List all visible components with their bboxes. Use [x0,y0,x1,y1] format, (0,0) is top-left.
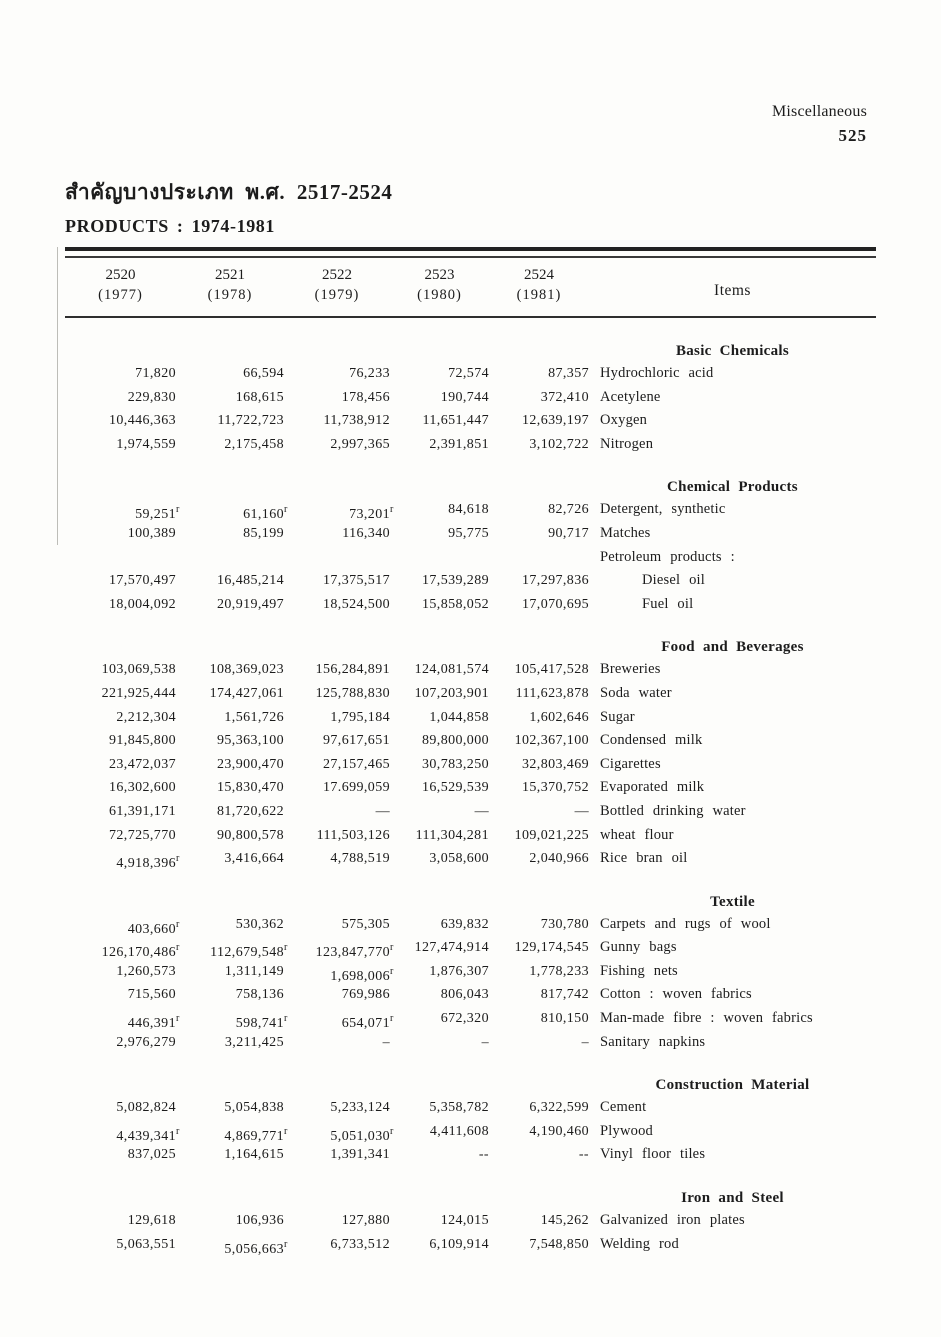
value-cell: 1,561,726 [224,709,284,725]
table-row [65,409,876,433]
value-cell: 817,742 [540,987,589,1003]
value-cell: 5,056,663r [224,1238,288,1257]
value-cell: 116,340 [342,525,390,541]
value-cell: 5,054,838 [224,1100,284,1116]
page-title-thai: สำคัญบางประเภท พ.ศ. 2517-2524 [65,180,393,204]
value-cell: 90,717 [548,525,589,541]
value-cell: 102,367,100 [514,733,589,749]
value-cell: 17,297,836 [522,573,589,589]
value-cell: 112,679,548r [210,942,288,961]
value-cell: 12,639,197 [522,413,589,429]
value-cell: 61,391,171 [109,803,176,819]
table-row [65,658,876,682]
value-cell: 16,529,539 [422,780,489,796]
value-cell: 90,800,578 [217,827,284,843]
value-cell: — [474,803,489,819]
table-header-row [65,258,876,316]
value-cell: 2,040,966 [529,851,589,867]
value-cell: 4,411,608 [429,1123,489,1139]
value-cell: 107,203,901 [414,685,489,701]
value-cell: 2,212,304 [116,709,176,725]
value-cell: 72,574 [448,366,489,381]
value-cell: 129,618 [127,1213,176,1229]
table-row [65,800,876,824]
year-column-header [65,265,176,316]
value-cell: 126,170,486r [101,942,180,961]
value-cell: 16,485,214 [217,573,284,589]
value-cell: 530,362 [235,916,284,932]
table-row [65,960,876,984]
value-cell: 190,744 [440,389,489,405]
value-cell: 2,997,365 [330,436,390,452]
value-cell: 575,305 [341,916,390,932]
value-cell: 715,560 [127,987,176,1003]
section-title: Iron and Steel [681,1190,784,1207]
value-cell: 672,320 [440,1011,489,1027]
items-column-header: Items [714,281,751,299]
value-cell: 111,503,126 [316,827,390,843]
value-cell: 23,900,470 [217,756,284,772]
value-cell: 91,845,800 [109,733,176,749]
value-cell: 372,410 [540,389,589,405]
table-row [65,386,876,410]
value-cell: 1,602,646 [529,709,589,725]
item-label: Detergent, synthetic [600,501,726,518]
section-spacer [65,320,876,340]
value-cell: 1,044,858 [429,709,489,725]
item-label: Bottled drinking water [600,802,746,819]
value-cell: 71,820 [135,366,176,381]
table-row [65,1007,876,1031]
section-spacer [65,1167,876,1187]
table-row [65,1031,876,1055]
item-label: Plywood [600,1122,653,1139]
item-label: Gunny bags [600,939,677,956]
year-be: 2523 [424,267,455,283]
table-row [65,847,876,871]
item-label: Acetylene [600,388,661,405]
value-cell: 89,800,000 [422,733,489,749]
value-cell: 66,594 [243,366,284,381]
value-cell: 168,615 [235,389,284,405]
value-cell: 15,370,752 [522,780,589,796]
table-row [65,522,876,546]
value-cell: 1,795,184 [330,709,390,725]
value-cell: 221,925,444 [101,685,176,701]
table-row [65,983,876,1007]
section-title: Chemical Products [667,479,798,496]
item-label: Matches [600,524,651,541]
value-cell: 1,164,615 [224,1147,284,1163]
value-cell: 16,302,600 [109,780,176,796]
value-cell: 30,783,250 [422,756,489,772]
section-title: Textile [710,893,755,910]
value-cell: 769,986 [341,987,390,1003]
year-ce: (1977) [98,287,143,303]
item-label: Petroleum products : [600,548,735,565]
value-cell: 5,082,824 [116,1100,176,1116]
item-label: Vinyl floor tiles [600,1146,706,1163]
table-row [65,824,876,848]
section-header-row [65,636,876,658]
year-column-header [284,265,390,316]
page-title-english: PRODUCTS : 1974-1981 [65,216,275,236]
item-label: Cigarettes [600,755,661,772]
value-cell: 124,081,574 [414,662,489,678]
value-cell [176,546,284,570]
value-cell: 18,004,092 [109,596,176,612]
year-column-header [390,265,489,316]
table-row [65,498,876,522]
item-label: Cement [600,1099,647,1116]
value-cell: 84,618 [448,502,489,518]
value-cell: 17,070,695 [522,596,589,612]
value-cell: 837,025 [127,1147,176,1163]
item-label: Sanitary napkins [600,1033,706,1050]
value-cell: 806,043 [440,987,489,1003]
value-cell: -- [578,1147,589,1163]
value-cell: 81,720,622 [217,803,284,819]
value-cell: 3,102,722 [529,436,589,452]
value-cell: 108,369,023 [209,662,284,678]
value-cell: 1,260,573 [116,963,176,979]
value-cell: 1,311,149 [224,963,284,979]
value-cell: 654,071r [341,1013,394,1032]
value-cell: 125,788,830 [315,685,390,701]
year-be: 2521 [215,267,245,283]
value-cell: 7,548,850 [529,1236,589,1252]
value-cell: 76,233 [349,366,390,381]
item-label: Diesel oil [642,572,705,589]
value-cell: – [382,1034,390,1050]
table-row [65,362,876,386]
value-cell: 4,190,460 [529,1123,589,1139]
value-cell: 97,617,651 [323,733,390,749]
item-label: Evaporated milk [600,779,705,796]
value-cell: 6,733,512 [330,1236,390,1252]
value-cell: 61,160r [243,504,288,523]
value-cell: 2,976,279 [116,1034,176,1050]
year-be: 2524 [524,267,554,283]
table-row [65,1120,876,1144]
value-cell: 23,472,037 [109,756,176,772]
section-spacer [65,456,876,476]
section-header-row [65,1187,876,1209]
value-cell: 1,778,233 [529,963,589,979]
value-cell: 11,738,912 [323,413,390,429]
item-label: Carpets and rugs of wool [600,915,771,932]
value-cell: -- [478,1147,489,1163]
value-cell [284,546,390,570]
value-cell: 32,803,469 [522,756,589,772]
value-cell: 17,539,289 [422,573,489,589]
value-cell: 6,322,599 [529,1100,589,1116]
value-cell: 1,698,006r [330,965,394,984]
value-cell [489,546,589,570]
value-cell: 82,726 [548,502,589,518]
value-cell: 105,417,528 [514,662,589,678]
value-cell: 810,150 [540,1011,589,1027]
value-cell: 156,284,891 [315,662,390,678]
value-cell: 3,058,600 [429,851,489,867]
value-cell: 758,136 [235,987,284,1003]
item-label: Soda water [600,684,672,701]
section-spacer [65,1054,876,1074]
value-cell: 403,660r [127,918,180,937]
value-cell: 4,869,771r [224,1125,288,1144]
value-cell: 10,446,363 [109,413,176,429]
value-cell: 145,262 [540,1213,589,1229]
value-cell: 111,304,281 [415,827,489,843]
value-cell: 3,416,664 [224,851,284,867]
item-label: Welding rod [600,1235,679,1252]
value-cell [390,546,489,570]
page-number: 525 [838,126,867,145]
value-cell: 85,199 [243,525,284,541]
value-cell: 27,157,465 [323,756,390,772]
value-cell: 229,830 [127,389,176,405]
value-cell: 103,069,538 [101,662,176,678]
value-cell: 1,391,341 [330,1147,390,1163]
table-row [65,433,876,457]
table-row [65,753,876,777]
table-row [65,706,876,730]
item-label: wheat flour [600,826,674,843]
value-cell: 5,358,782 [429,1100,489,1116]
year-ce: (1980) [417,287,462,303]
table-row [65,682,876,706]
value-cell: 174,427,061 [209,685,284,701]
item-label: Rice bran oil [600,850,688,867]
value-cell: 15,858,052 [422,596,489,612]
table-row [65,729,876,753]
value-cell: 1,974,559 [116,436,176,452]
table-row [65,1233,876,1257]
value-cell: 95,363,100 [217,733,284,749]
value-cell: 109,021,225 [514,827,589,843]
value-cell: 598,741r [235,1013,288,1032]
value-cell: 17,570,497 [109,573,176,589]
table-row [65,569,876,593]
value-cell: – [481,1034,489,1050]
section-header-row [65,476,876,498]
value-cell: 4,918,396r [116,853,180,872]
section-spacer [65,616,876,636]
value-cell: 17,375,517 [323,573,390,589]
value-cell: 5,051,030r [330,1125,394,1144]
year-ce: (1979) [314,287,360,303]
value-cell: 17.699,059 [323,780,390,796]
value-cell: 72,725,770 [109,827,176,843]
section-header-row [65,891,876,913]
item-label: Nitrogen [600,435,654,452]
year-ce: (1981) [516,287,562,303]
value-cell: 5,063,551 [116,1236,176,1252]
value-cell: 87,357 [548,366,589,381]
table-row [65,1143,876,1167]
value-cell: 73,201r [349,504,394,523]
value-cell: 18,524,500 [323,596,390,612]
section-title: Food and Beverages [661,639,804,656]
value-cell: 20,919,497 [217,596,284,612]
item-label: Fishing nets [600,962,678,979]
value-cell: 15,830,470 [217,780,284,796]
corner-label: Miscellaneous [771,103,867,120]
value-cell: 2,391,851 [429,436,489,452]
value-cell: 11,651,447 [422,413,489,429]
value-cell: 2,175,458 [224,436,284,452]
value-cell: 127,474,914 [414,940,489,956]
value-cell: 5,233,124 [330,1100,390,1116]
item-label: Hydrochloric acid [600,365,714,381]
value-cell: 11,722,723 [217,413,284,429]
value-cell: 639,832 [440,916,489,932]
value-cell: 124,015 [440,1213,489,1229]
item-label: Condensed milk [600,732,703,749]
value-cell: 446,391r [127,1013,180,1032]
value-cell: – [581,1034,589,1050]
item-label: Fuel oil [642,595,694,612]
item-label: Cotton : woven fabrics [600,986,752,1003]
year-column-header [489,265,589,316]
table-row [65,913,876,937]
table-body [65,318,876,1256]
table-row [65,1209,876,1233]
table-row [65,1096,876,1120]
value-cell [65,546,176,570]
page-corner [772,103,867,146]
table-row [65,936,876,960]
item-label: Breweries [600,661,661,678]
value-cell: 6,109,914 [429,1236,489,1252]
value-cell: 129,174,545 [514,940,589,956]
table-row [65,593,876,617]
year-ce: (1978) [207,287,253,303]
value-cell: 4,439,341r [116,1125,180,1144]
item-label: Oxygen [600,412,648,429]
value-cell: — [375,803,390,819]
year-be: 2522 [322,267,352,283]
value-cell: 730,780 [540,916,589,932]
value-cell: 3,211,425 [224,1034,284,1050]
title-block [65,176,392,237]
value-cell: 106,936 [235,1213,284,1229]
table-row [65,776,876,800]
value-cell: 95,775 [448,525,489,541]
section-header-row [65,1074,876,1096]
value-cell: 123,847,770r [315,942,394,961]
value-cell: 1,876,307 [429,963,489,979]
item-label: Sugar [600,708,635,725]
value-cell: 4,788,519 [330,851,390,867]
value-cell: — [574,803,589,819]
scan-edge-line [57,247,58,545]
item-label: Man-made fibre : woven fabrics [600,1010,813,1027]
products-table [65,247,876,1256]
year-be: 2520 [105,267,136,283]
value-cell: 111,623,878 [515,685,589,701]
value-cell: 127,880 [341,1213,390,1229]
value-cell: 100,389 [127,525,176,541]
section-header-row [65,340,876,362]
section-title: Construction Material [655,1077,810,1094]
value-cell: 178,456 [341,389,390,405]
value-cell: 59,251r [135,504,180,523]
section-title: Basic Chemicals [675,343,790,359]
table-row [65,546,876,570]
item-label: Galvanized iron plates [600,1212,745,1229]
year-column-header [176,265,284,316]
